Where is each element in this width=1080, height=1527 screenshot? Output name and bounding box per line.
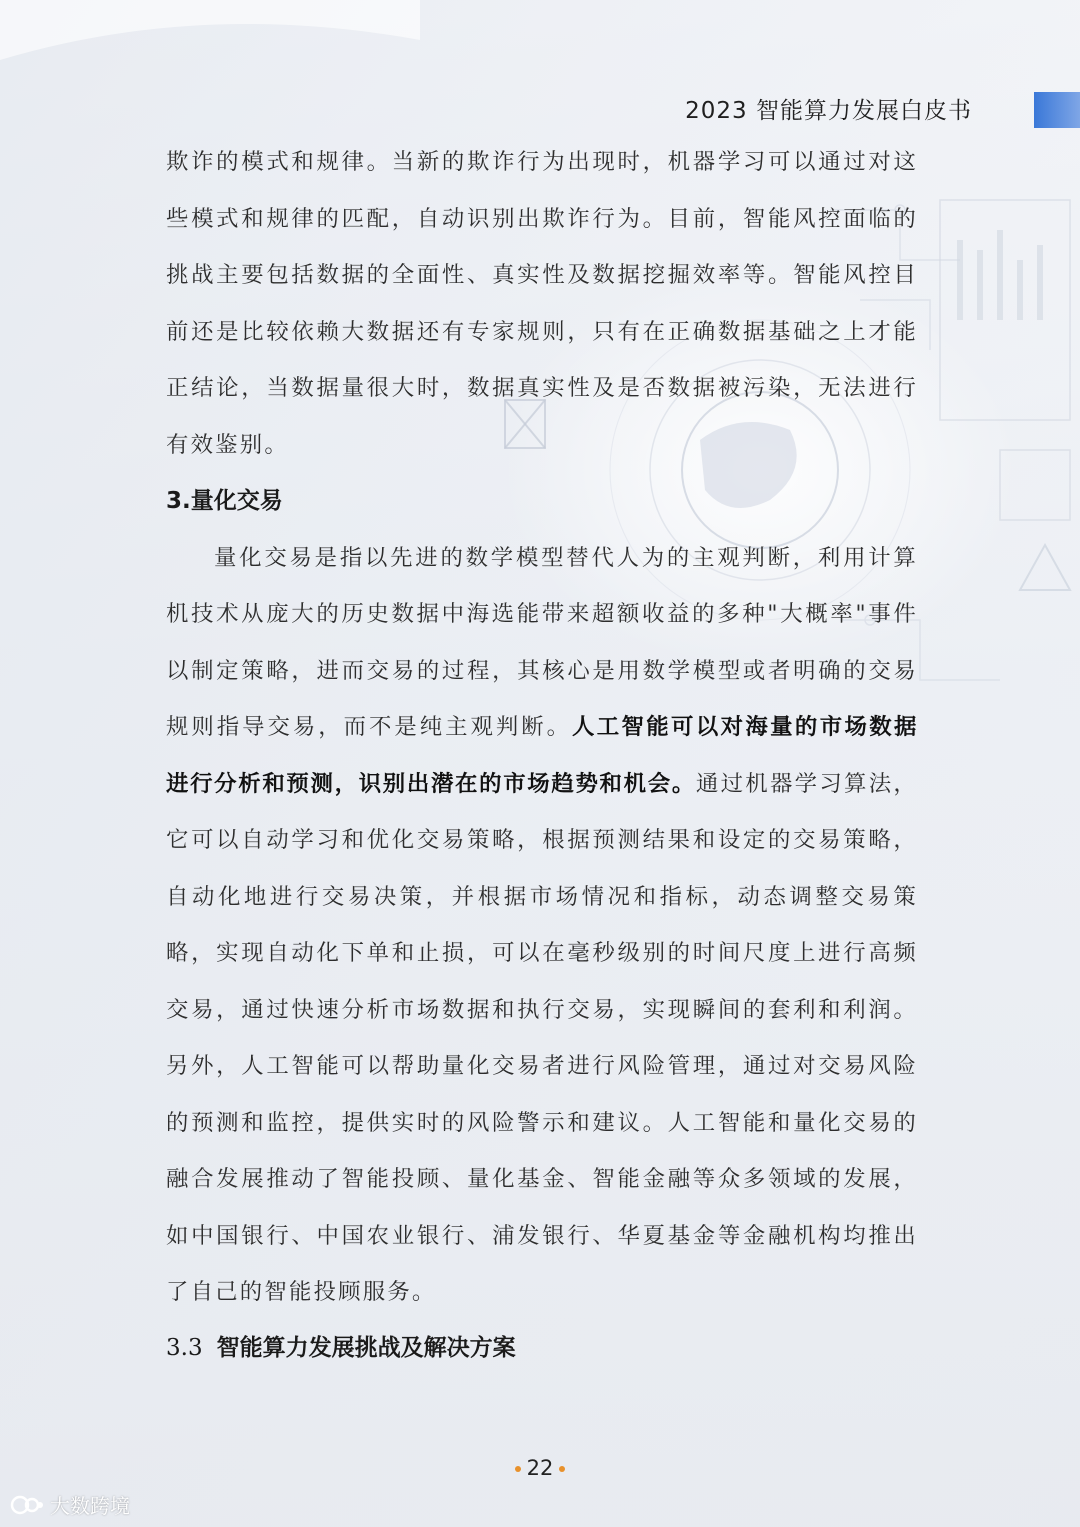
paragraph-quant-trading <box>166 530 918 1321</box>
watermark <box>10 1490 130 1519</box>
page-number-dot-right <box>559 1466 565 1472</box>
paragraph-quant-highlight: 人工智能可以对海量的市场数据进行分析和预测，识别出潜在的市场趋势和机会。 <box>166 714 919 797</box>
page-number <box>0 1456 1080 1480</box>
header-title: 2023 智能算力发展白皮书 <box>685 98 972 124</box>
main-content <box>166 134 918 1321</box>
section-title: 智能算力发展挑战及解决方案 <box>216 1335 516 1361</box>
watermark-logo-icon <box>10 1494 44 1516</box>
page-number-dot-left <box>515 1466 521 1472</box>
header-accent-bar <box>1034 92 1080 128</box>
heading-quant-trading: 3.量化交易 <box>166 488 283 514</box>
paragraph-quant-body: 通过机器学习算法，它可以自动学习和优化交易策略，根据预测结果和设定的交易策略，自动化地进行交易决策，并根据市场情况和指标，动态调整交易策略，实现自动化下单和止损，可以在毫秒级别的时间尺度上进行高频交易，通过快速分析市场数据和执行交易，实现瞬间的套利和利润。另外，人工智能可以帮助量化交易者进行风险管理，通过对交易风险的预测和监控，提供实时的风险警示和建议。人工智能和量化交易的融合发展推动了智能投顾、量化基金、智能金融等众多领域的发展，如中国银行、中国农业银行、浦发银行、华夏基金等金融机构均推出了自己的智能投顾服务。 <box>166 770 918 1305</box>
section-heading <box>166 1322 516 1374</box>
paragraph-fraud-detection: 欺诈的模式和规律。当新的欺诈行为出现时，机器学习可以通过对这些模式和规律的匹配，自动识别出欺诈行为。目前，智能风控面临的挑战主要包括数据的全面性、真实性及数据挖掘效率等。智能风控目前还是比较依赖大数据还有专家规则，只有在正确数据基础之上才能正结论，当数据量很大时，数据真实性及是否数据被污染，无法进行有效鉴别。 <box>166 149 918 458</box>
section-number: 3.3 <box>166 1335 203 1361</box>
page-number-text: 22 <box>526 1456 554 1480</box>
paragraph-quant-intro: 量化交易是指以先进的数学模型替代人为的主观判断，利用计算机技术从庞大的历史数据中海选能带来超额收益的多种"大概率"事件以制定策略，进而交易的过程，其核心是用数学模型或者明确的交易规则指导交易，而不是纯主观判断。 <box>166 544 918 740</box>
watermark-text: 大数跨境 <box>50 1494 130 1518</box>
